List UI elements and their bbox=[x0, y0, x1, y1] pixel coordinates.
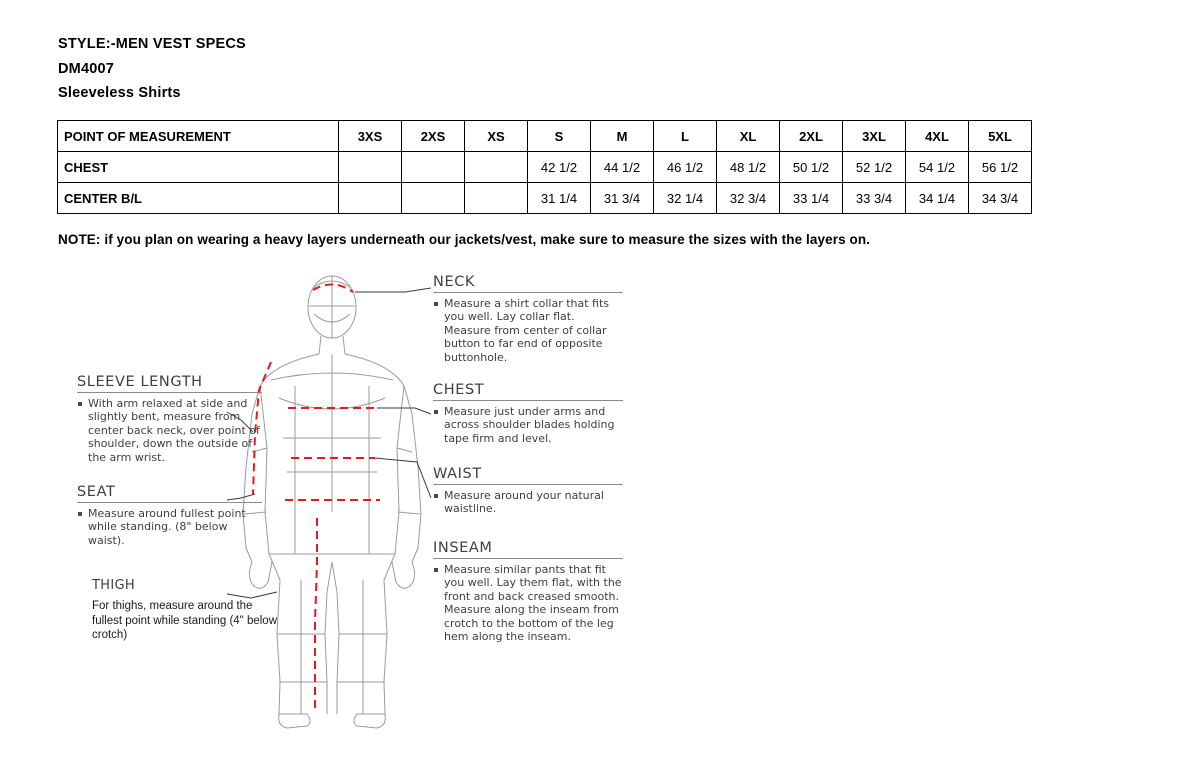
callout-neck-body: Measure a shirt collar that fits you well. Lay collar flat. Measure from center of collar button to far end of opposite buttonhole. bbox=[433, 297, 623, 364]
callout-thigh bbox=[92, 578, 282, 643]
callout-sleeve-length-rule bbox=[77, 392, 262, 393]
callout-neck bbox=[433, 274, 623, 364]
cell-chest-s: 42 1/2 bbox=[528, 152, 591, 183]
cell-centerbl-xs bbox=[465, 183, 528, 214]
style-title: STYLE:-MEN VEST SPECS bbox=[58, 36, 246, 52]
column-header-xs: XS bbox=[465, 121, 528, 152]
callout-seat bbox=[77, 484, 262, 547]
callout-waist-title: WAIST bbox=[433, 466, 482, 482]
cell-chest-3xl: 52 1/2 bbox=[843, 152, 906, 183]
column-header-m: M bbox=[591, 121, 654, 152]
callout-thigh-title: THIGH bbox=[92, 578, 135, 593]
table-header-row bbox=[58, 121, 1032, 152]
table-row bbox=[58, 183, 1032, 214]
product-category: Sleeveless Shirts bbox=[58, 85, 181, 101]
cell-chest-m: 44 1/2 bbox=[591, 152, 654, 183]
cell-centerbl-s: 31 1/4 bbox=[528, 183, 591, 214]
column-header-2xl: 2XL bbox=[780, 121, 843, 152]
column-header-4xl: 4XL bbox=[906, 121, 969, 152]
callout-thigh-body: For thighs, measure around the fullest point while standing (4" below crotch) bbox=[92, 600, 277, 641]
measurement-lines-icon bbox=[253, 284, 380, 712]
column-header-5xl: 5XL bbox=[969, 121, 1032, 152]
cell-centerbl-3xs bbox=[339, 183, 402, 214]
cell-chest-5xl: 56 1/2 bbox=[969, 152, 1032, 183]
cell-chest-l: 46 1/2 bbox=[654, 152, 717, 183]
callout-chest-rule bbox=[433, 400, 623, 401]
column-header-s: S bbox=[528, 121, 591, 152]
table-row bbox=[58, 152, 1032, 183]
callout-inseam bbox=[433, 540, 623, 643]
column-header-3xl: 3XL bbox=[843, 121, 906, 152]
cell-centerbl-2xs bbox=[402, 183, 465, 214]
callout-inseam-body: Measure similar pants that fit you well. Lay them flat, with the front and back creased smooth. Measure along the inseam from crotch to the bottom of the leg hem along the inseam. bbox=[433, 563, 623, 643]
cell-chest-xl: 48 1/2 bbox=[717, 152, 780, 183]
callout-seat-rule bbox=[77, 502, 262, 503]
callout-seat-title: SEAT bbox=[77, 484, 116, 500]
column-header-l: L bbox=[654, 121, 717, 152]
callout-sleeve-length-title: SLEEVE LENGTH bbox=[77, 374, 203, 390]
callout-inseam-title: INSEAM bbox=[433, 540, 493, 556]
callout-waist bbox=[433, 466, 623, 516]
callout-seat-body: Measure around fullest point while standing. (8" below waist). bbox=[77, 507, 262, 547]
cell-centerbl-3xl: 33 3/4 bbox=[843, 183, 906, 214]
callout-neck-title: NECK bbox=[433, 274, 476, 290]
cell-centerbl-2xl: 33 1/4 bbox=[780, 183, 843, 214]
callout-neck-rule bbox=[433, 292, 623, 293]
callout-sleeve-length bbox=[77, 374, 262, 464]
cell-centerbl-l: 32 1/4 bbox=[654, 183, 717, 214]
cell-chest-xs bbox=[465, 152, 528, 183]
cell-centerbl-xl: 32 3/4 bbox=[717, 183, 780, 214]
callout-chest-body: Measure just under arms and across shoulder blades holding tape firm and level. bbox=[433, 405, 623, 445]
cell-chest-2xs bbox=[402, 152, 465, 183]
callout-waist-rule bbox=[433, 484, 623, 485]
cell-chest-4xl: 54 1/2 bbox=[906, 152, 969, 183]
column-header-point-of-measurement: POINT OF MEASUREMENT bbox=[58, 121, 339, 152]
measurement-table bbox=[57, 120, 1032, 214]
column-header-xl: XL bbox=[717, 121, 780, 152]
cell-centerbl-m: 31 3/4 bbox=[591, 183, 654, 214]
callout-chest bbox=[433, 382, 623, 445]
measurement-note: NOTE: if you plan on wearing a heavy layers underneath our jackets/vest, make sure to measure the sizes with the layers on. bbox=[58, 232, 871, 247]
cell-centerbl-5xl: 34 3/4 bbox=[969, 183, 1032, 214]
callout-chest-title: CHEST bbox=[433, 382, 485, 398]
cell-chest-3xs bbox=[339, 152, 402, 183]
row-label-center-bl: CENTER B/L bbox=[58, 183, 339, 214]
document-heading bbox=[58, 32, 246, 106]
column-header-3xs: 3XS bbox=[339, 121, 402, 152]
measurement-diagram bbox=[55, 262, 695, 732]
callout-waist-body: Measure around your natural waistline. bbox=[433, 489, 623, 516]
cell-chest-2xl: 50 1/2 bbox=[780, 152, 843, 183]
row-label-chest: CHEST bbox=[58, 152, 339, 183]
callout-inseam-rule bbox=[433, 558, 623, 559]
callout-sleeve-length-body: With arm relaxed at side and slightly bent, measure from center back neck, over point of shoulder, down the outside of the arm wrist. bbox=[77, 397, 262, 464]
cell-centerbl-4xl: 34 1/4 bbox=[906, 183, 969, 214]
column-header-2xs: 2XS bbox=[402, 121, 465, 152]
body-outline-icon bbox=[243, 276, 421, 728]
style-code: DM4007 bbox=[58, 60, 115, 77]
